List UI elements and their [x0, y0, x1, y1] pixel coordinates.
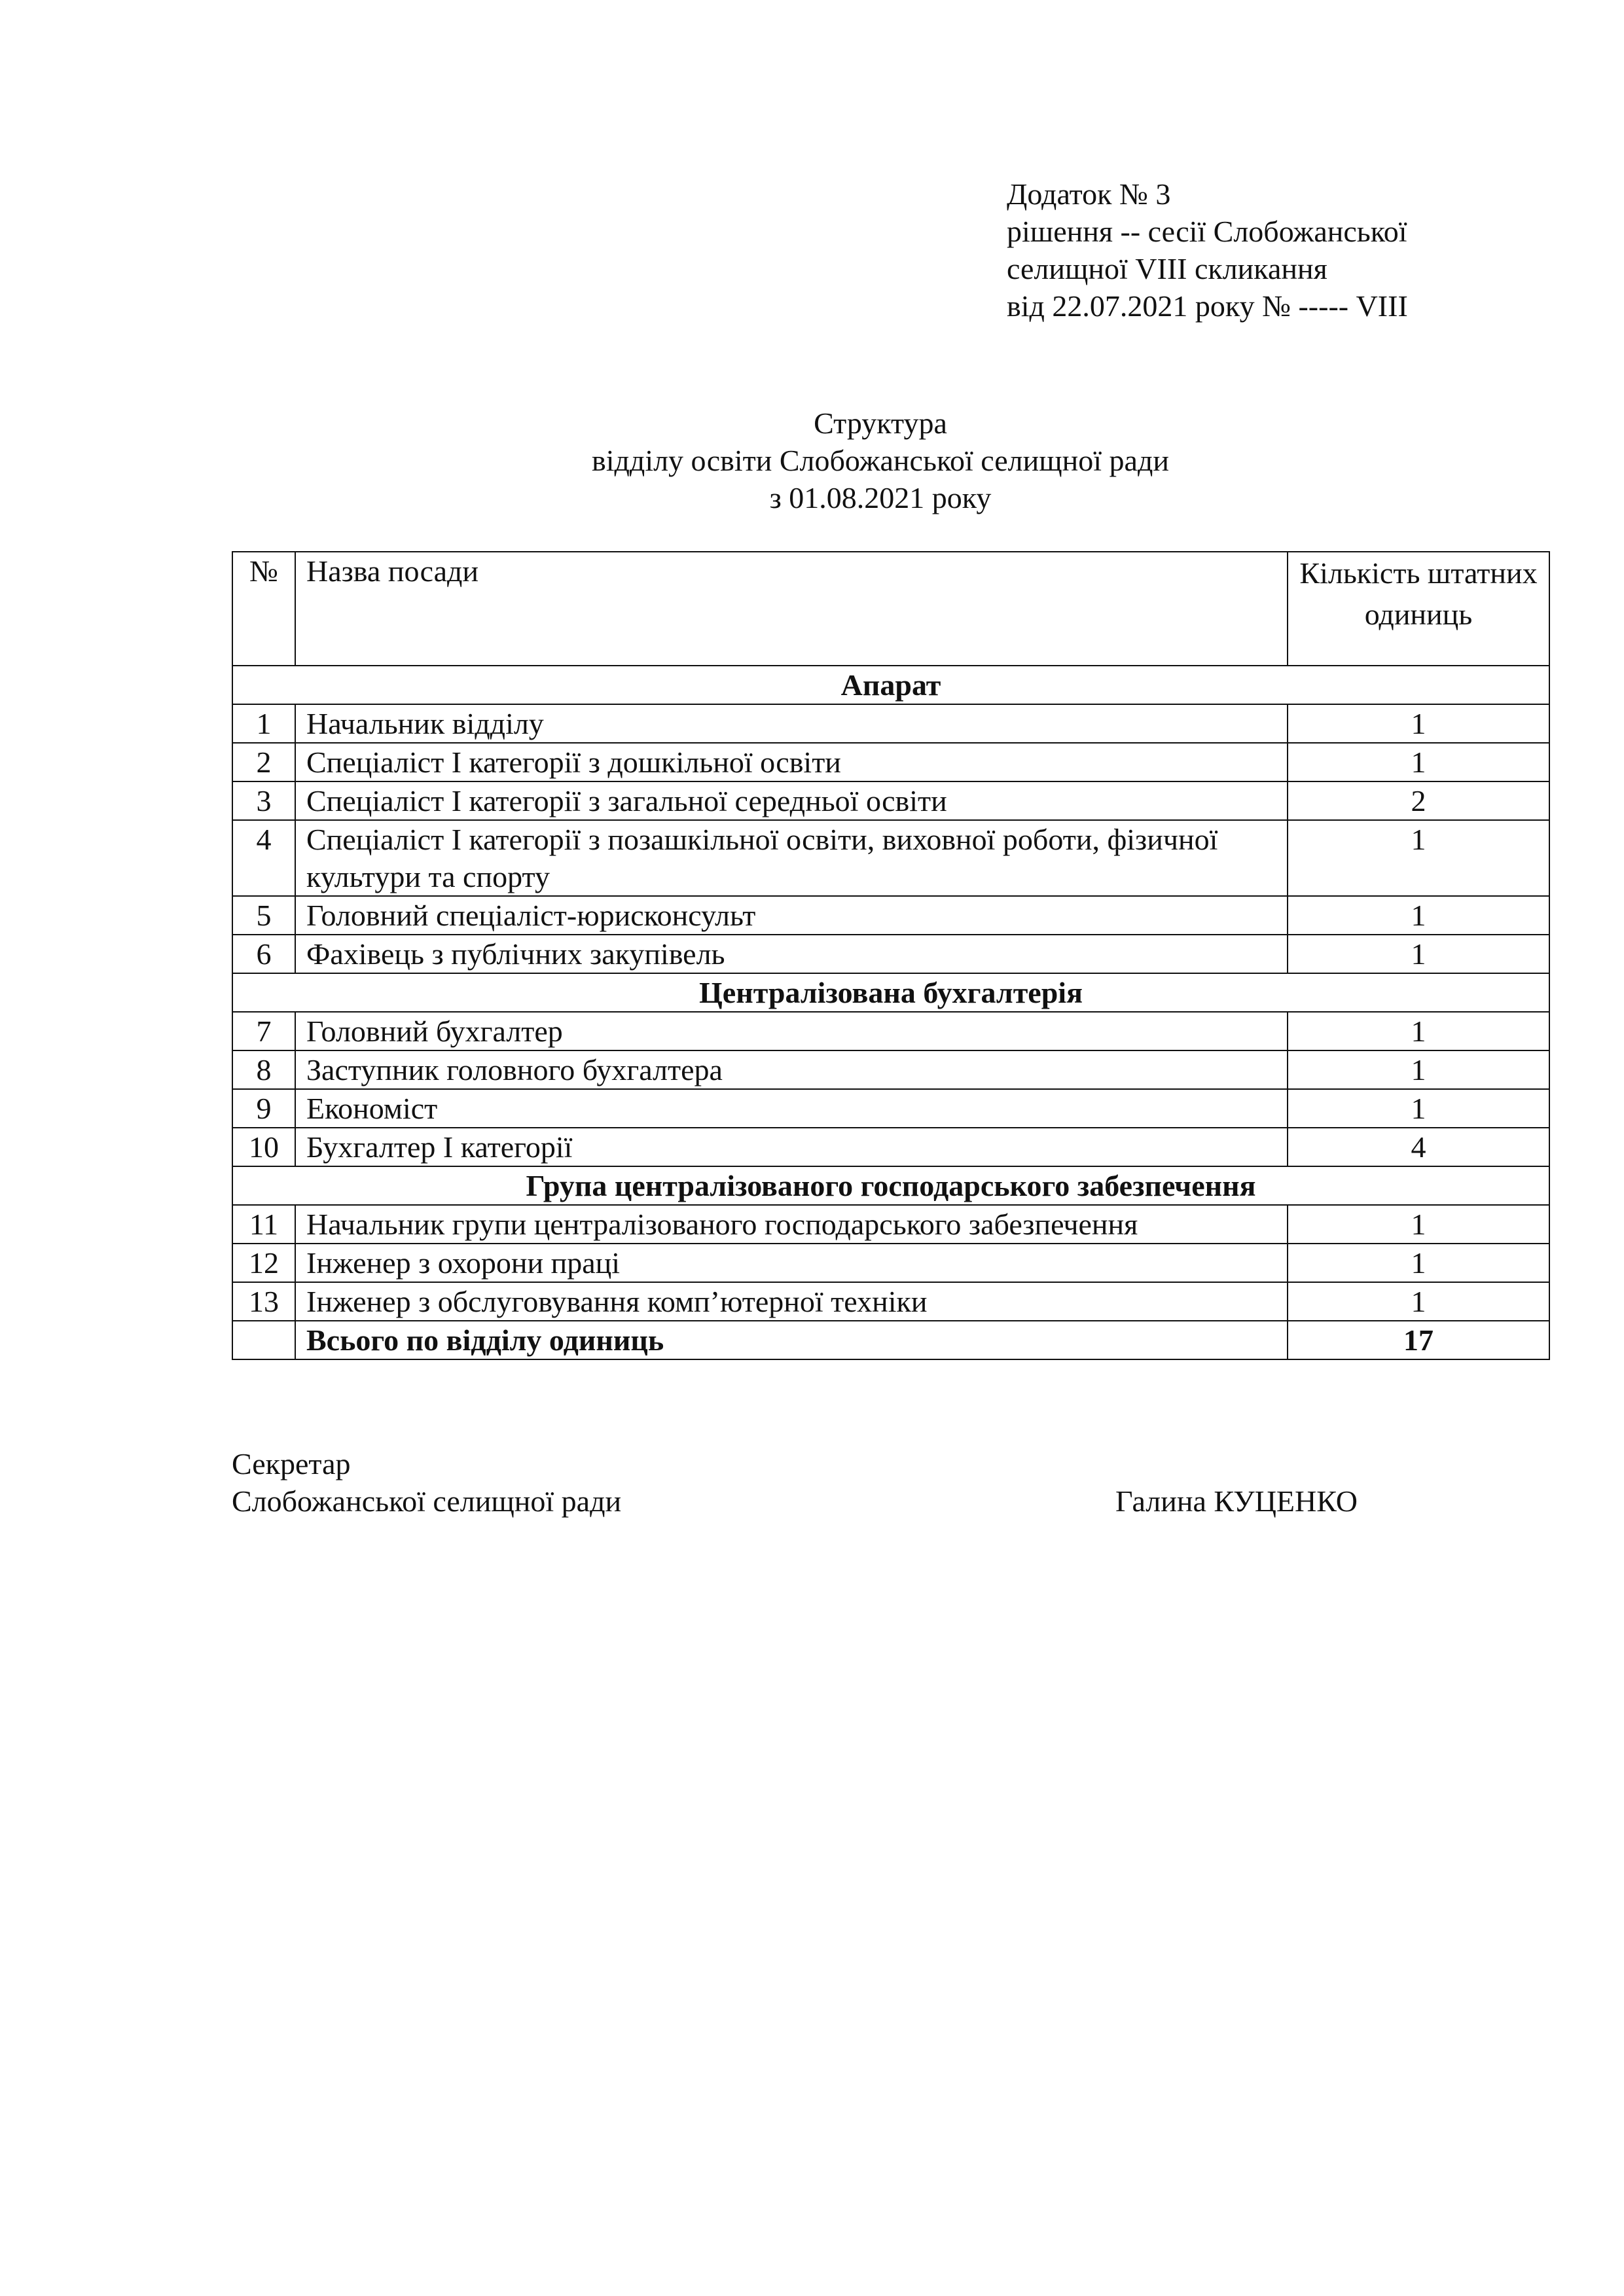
row-num: 10	[232, 1128, 295, 1166]
title-line-date: з 01.08.2021 року	[769, 481, 992, 514]
row-position: Головний бухгалтер	[295, 1012, 1288, 1050]
signature-block	[232, 1445, 621, 1520]
row-num: 9	[232, 1089, 295, 1128]
table-row	[232, 896, 1549, 935]
total-count: 17	[1288, 1321, 1549, 1359]
annex-convocation: селищної VIII скликання	[1007, 252, 1327, 285]
total-row	[232, 1321, 1549, 1359]
table-row	[232, 820, 1549, 896]
table-row	[232, 1282, 1549, 1321]
row-position: Начальник групи централізованого господарського забезпечення	[295, 1205, 1288, 1244]
section-title-apparatus: Апарат	[232, 666, 1549, 704]
section-title-accounting: Централізована бухгалтерія	[232, 973, 1549, 1012]
annex-number: Додаток № 3	[1007, 177, 1171, 211]
row-count: 2	[1288, 781, 1549, 820]
annex-block	[1007, 175, 1408, 325]
row-count: 4	[1288, 1128, 1549, 1166]
row-num: 4	[232, 820, 295, 896]
row-count: 1	[1288, 1282, 1549, 1321]
row-position: Бухгалтер І категорії	[295, 1128, 1288, 1166]
total-num-cell	[232, 1321, 295, 1359]
staff-table	[232, 551, 1550, 1360]
row-count: 1	[1288, 820, 1549, 896]
header-num: №	[232, 552, 295, 666]
table-row	[232, 704, 1549, 743]
table-row	[232, 1244, 1549, 1282]
row-position: Економіст	[295, 1089, 1288, 1128]
section-row	[232, 666, 1549, 704]
row-num: 1	[232, 704, 295, 743]
section-title-maintenance-group: Група централізованого господарського забезпечення	[232, 1166, 1549, 1205]
row-num: 5	[232, 896, 295, 935]
row-count: 1	[1288, 1089, 1549, 1128]
row-count: 1	[1288, 1012, 1549, 1050]
row-position: Спеціаліст І категорії з загальної середньої освіти	[295, 781, 1288, 820]
signature-organization: Слобожанської селищної ради	[232, 1484, 622, 1518]
total-label: Всього по відділу одиниць	[295, 1321, 1288, 1359]
row-count: 1	[1288, 896, 1549, 935]
table-row	[232, 1128, 1549, 1166]
document-title	[0, 404, 1624, 516]
row-position: Заступник головного бухгалтера	[295, 1050, 1288, 1089]
table-row	[232, 1012, 1549, 1050]
row-position: Спеціаліст І категорії з позашкільної освіти, виховної роботи, фізичної культури та спорту	[295, 820, 1288, 896]
row-count: 1	[1288, 743, 1549, 781]
row-num: 11	[232, 1205, 295, 1244]
signer-name: Галина КУЦЕНКО	[1115, 1484, 1358, 1518]
row-position: Інженер з охорони праці	[295, 1244, 1288, 1282]
row-position: Спеціаліст І категорії з дошкільної освіти	[295, 743, 1288, 781]
row-count: 1	[1288, 1050, 1549, 1089]
row-position: Інженер з обслуговування комп’ютерної техніки	[295, 1282, 1288, 1321]
section-row	[232, 973, 1549, 1012]
row-num: 13	[232, 1282, 295, 1321]
row-num: 3	[232, 781, 295, 820]
row-count: 1	[1288, 1205, 1549, 1244]
table-header-row	[232, 552, 1549, 666]
table-row	[232, 935, 1549, 973]
row-num: 8	[232, 1050, 295, 1089]
row-num: 2	[232, 743, 295, 781]
table-row	[232, 781, 1549, 820]
signature-position-title: Секретар	[232, 1447, 351, 1480]
row-position: Начальник відділу	[295, 704, 1288, 743]
row-count: 1	[1288, 935, 1549, 973]
table-row	[232, 1050, 1549, 1089]
header-count: Кількість штатних одиниць	[1288, 552, 1549, 666]
section-row	[232, 1166, 1549, 1205]
title-line-structure: Структура	[814, 406, 947, 440]
table-row	[232, 1089, 1549, 1128]
annex-date: від 22.07.2021 року № ----- VIII	[1007, 289, 1408, 323]
row-num: 12	[232, 1244, 295, 1282]
header-name: Назва посади	[295, 552, 1288, 666]
title-line-department: відділу освіти Слобожанської селищної ради	[592, 444, 1169, 477]
row-count: 1	[1288, 1244, 1549, 1282]
table-row	[232, 1205, 1549, 1244]
row-num: 7	[232, 1012, 295, 1050]
row-position: Фахівець з публічних закупівель	[295, 935, 1288, 973]
table-row	[232, 743, 1549, 781]
row-num: 6	[232, 935, 295, 973]
row-position: Головний спеціаліст-юрисконсульт	[295, 896, 1288, 935]
annex-decision: рішення -- сесії Слобожанської	[1007, 215, 1407, 248]
row-count: 1	[1288, 704, 1549, 743]
